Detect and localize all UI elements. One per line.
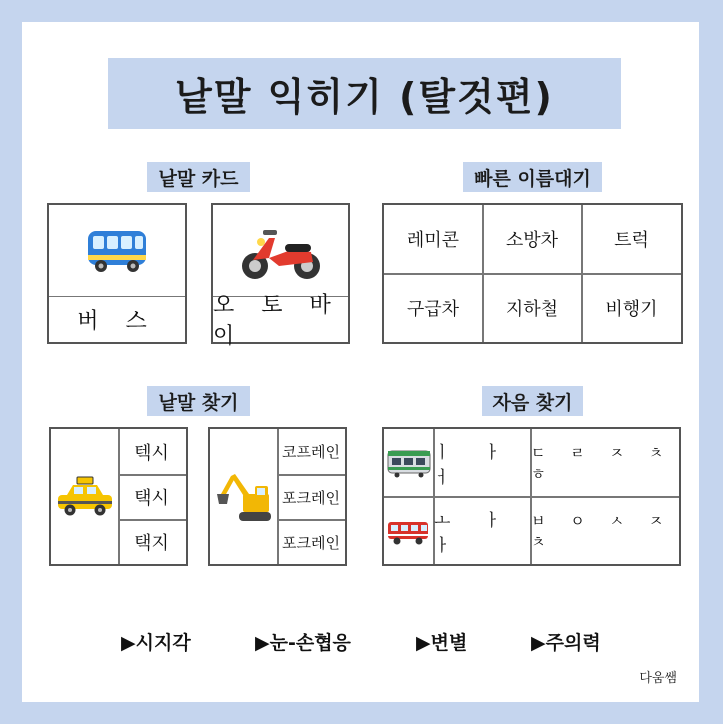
word-option: 포크레인	[282, 488, 340, 507]
benefit-discrimination: ▶변별	[416, 632, 468, 654]
vowel-set: ㅣ ㅏ ㅓ	[434, 442, 515, 488]
naming-word: 레미콘	[406, 230, 460, 251]
find-letters-grid	[382, 427, 681, 566]
word-card-bus	[47, 203, 187, 344]
quick-naming-grid	[382, 203, 683, 344]
card-image	[213, 205, 348, 297]
benefit-attention: ▶주의력	[531, 632, 601, 654]
naming-word: 비행기	[605, 299, 658, 320]
naming-word: 트럭	[614, 230, 649, 251]
benefit-visual-perception: ▶시지각	[121, 632, 191, 654]
word-option: 포크레인	[282, 533, 340, 552]
naming-word: 소방차	[505, 230, 559, 251]
motorcycle-icon	[239, 220, 323, 282]
fire-truck-icon	[387, 516, 431, 546]
card-image	[49, 205, 185, 297]
page-title: 낱말 익히기 (탈것편)	[108, 58, 621, 129]
word-option: 택시	[134, 488, 169, 509]
word-option: 택지	[134, 533, 169, 554]
card-word: 버 스	[77, 308, 157, 334]
word-card-motorcycle	[211, 203, 350, 349]
consonant-set: ㄷ ㄹ ㅈ ㅊ ㅎ	[531, 443, 674, 483]
card-word: 오 토 바 이	[213, 293, 341, 349]
word-option: 텍시	[134, 442, 169, 464]
vowel-set: ㅗ ㅏ ㅏ	[434, 510, 515, 556]
picture-cell	[210, 429, 277, 564]
section-label-quick-naming: 빠른 이름대기	[463, 162, 602, 192]
author-credit: 다움쌤	[639, 671, 677, 686]
picture-cell	[384, 429, 433, 496]
section-label-find-letters: 자음 찾기	[482, 386, 583, 416]
naming-word: 지하철	[505, 299, 559, 320]
find-word-taxi	[49, 427, 188, 566]
picture-cell	[51, 429, 118, 564]
naming-word: 구급차	[406, 299, 460, 320]
section-label-find-word: 낱말 찾기	[147, 386, 250, 416]
subway-train-icon	[387, 448, 431, 478]
word-option: 코프레인	[282, 443, 340, 461]
consonant-set: ㅂ ㅇ ㅅ ㅈ ㅊ	[531, 511, 674, 551]
picture-cell	[384, 497, 433, 564]
bus-icon	[82, 226, 152, 276]
taxi-icon	[55, 475, 115, 519]
section-label-word-cards: 낱말 카드	[147, 162, 250, 192]
excavator-icon	[215, 470, 273, 524]
find-word-excavator	[208, 427, 347, 566]
benefit-eye-hand-coordination: ▶눈-손협응	[255, 632, 351, 654]
